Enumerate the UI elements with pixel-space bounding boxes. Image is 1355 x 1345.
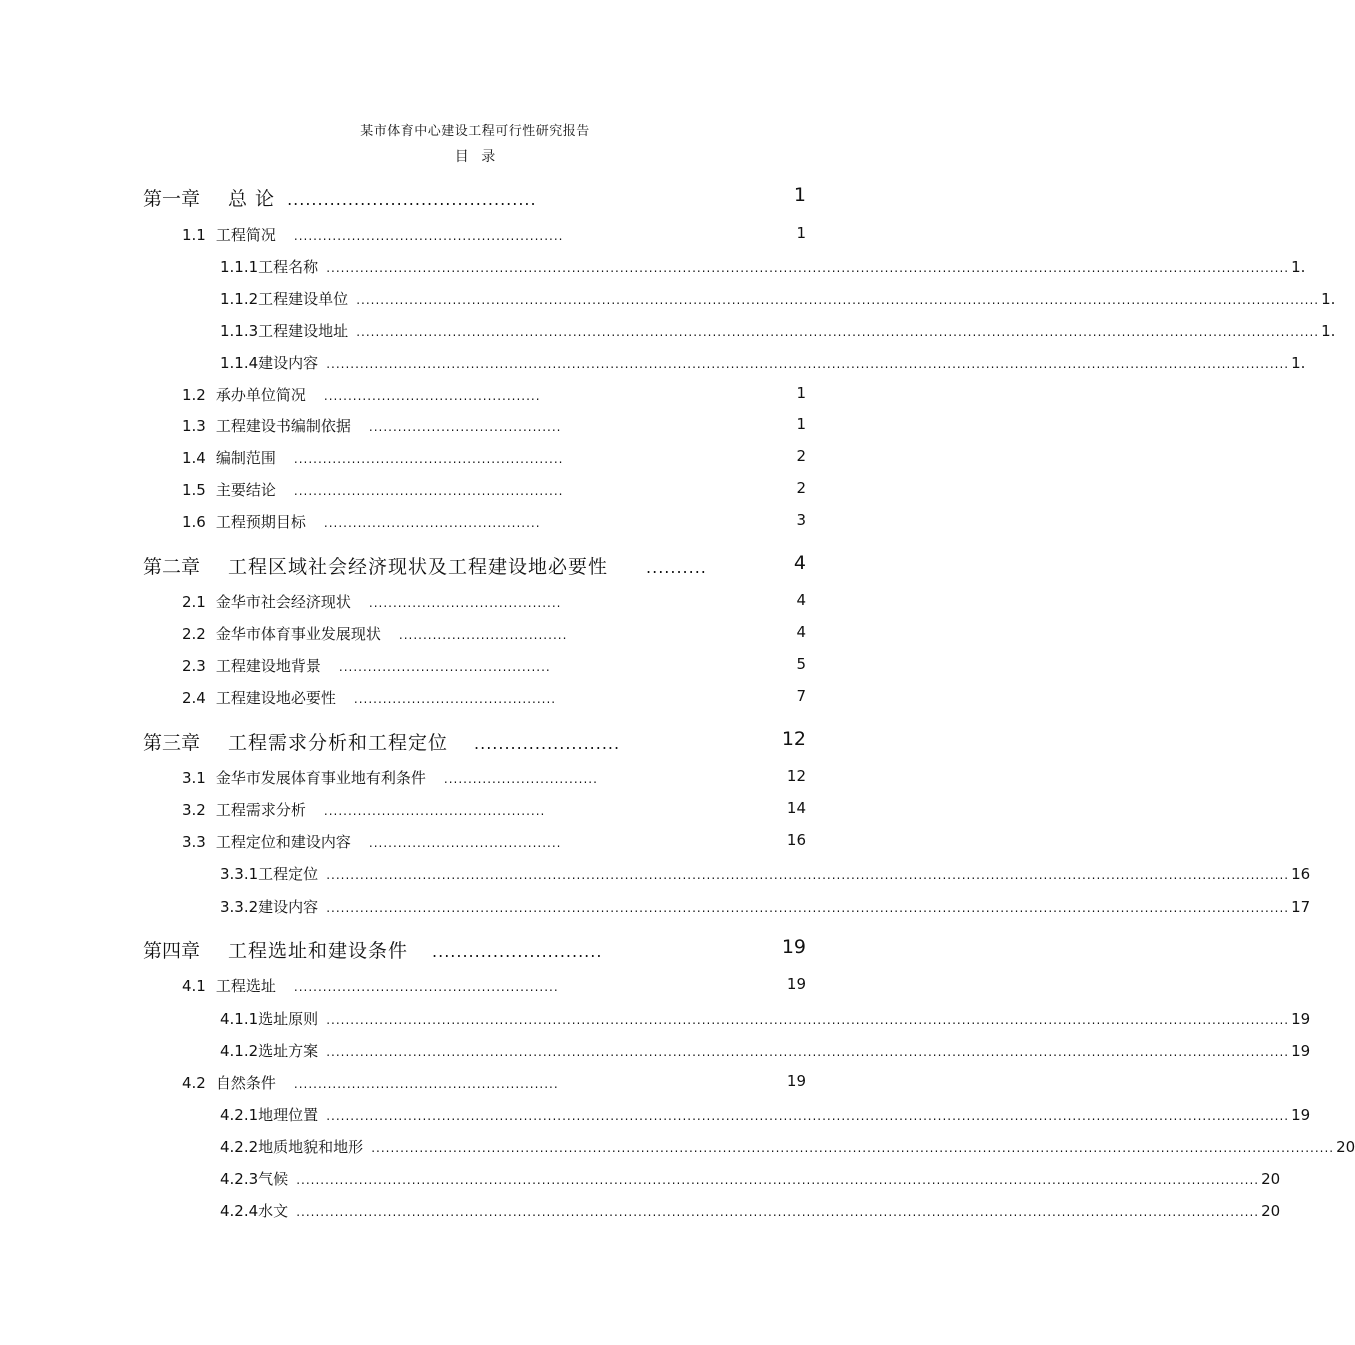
- toc-section[interactable]: [182, 1072, 806, 1096]
- toc-chapter[interactable]: [143, 184, 806, 214]
- toc-page-number: 4: [796, 623, 806, 641]
- toc-dot-leader: ........................................................................................................................................................................................................: [326, 1045, 1290, 1059]
- toc-trailing-dot: .: [1300, 354, 1306, 372]
- toc-entry-label: 地质地貌和地形: [258, 1138, 364, 1156]
- toc-entry-number: 3.1: [182, 769, 206, 787]
- toc-dot-leader: .............................................: [323, 516, 541, 530]
- toc-section[interactable]: [182, 687, 806, 711]
- toc-subsection[interactable]: [220, 896, 1311, 920]
- toc-page-number: 12: [781, 728, 806, 750]
- toc-dot-leader: ........................................................: [293, 452, 564, 466]
- toc-entry-label: 选址方案: [258, 1042, 319, 1060]
- toc-section[interactable]: [182, 799, 806, 823]
- toc-page-number: 4: [793, 552, 806, 574]
- toc-dot-leader: ........................................................................................................................................................................................................: [326, 261, 1290, 275]
- toc-heading-left: 目: [454, 149, 469, 165]
- toc-dot-leader: ........................................: [368, 836, 562, 850]
- toc-entry-number: 2.1: [182, 593, 206, 611]
- toc-entry-label: 地理位置: [258, 1106, 319, 1124]
- toc-dot-leader: ........................................................................................................................................................................................................: [326, 1109, 1290, 1123]
- toc-page-number: 16: [1291, 865, 1311, 883]
- toc-dot-leader: ..............................................: [323, 804, 546, 818]
- toc-entry-label: 建设内容: [258, 354, 319, 372]
- toc-entry-number: 1.4: [182, 449, 206, 467]
- toc-section[interactable]: [182, 975, 806, 999]
- toc-page-number: 19: [1291, 1042, 1311, 1060]
- toc-subsection[interactable]: [220, 1104, 1311, 1128]
- toc-chapter[interactable]: [143, 936, 806, 966]
- toc-page-number: 19: [1291, 1106, 1311, 1124]
- toc-entry-number: 3.3: [182, 833, 206, 851]
- toc-entry-number: 1.1.1: [220, 258, 259, 276]
- toc-trailing-dot: .: [1300, 258, 1306, 276]
- toc-page-number: 19: [1291, 1010, 1311, 1028]
- toc-dot-leader: ........................................................................................................................................................................................................: [326, 868, 1290, 882]
- toc-entry-label: 工程需求分析: [215, 801, 306, 819]
- toc-entry-number: 2.4: [182, 689, 206, 707]
- toc-entry-label: 编制范围: [215, 449, 276, 467]
- toc-trailing-dot: .: [1330, 322, 1336, 340]
- toc-entry-number: 1.1.4: [220, 354, 259, 372]
- toc-page-number: 19: [786, 1072, 806, 1090]
- toc-chapter[interactable]: [143, 728, 806, 758]
- toc-dot-leader: ............................: [432, 942, 603, 961]
- toc-dot-leader: ...................................: [398, 628, 568, 642]
- toc-entry-number: 2.3: [182, 657, 206, 675]
- toc-dot-leader: .......................................................: [293, 1077, 559, 1091]
- toc-entry-number: 4.2.4: [220, 1202, 259, 1220]
- toc-entry-number: 1.1: [182, 226, 206, 244]
- toc-page-number: 12: [786, 767, 806, 785]
- toc-section[interactable]: [182, 384, 806, 408]
- toc-page-number: 19: [781, 936, 806, 958]
- toc-subsection[interactable]: [220, 256, 1306, 280]
- toc-dot-leader: ........................................................: [293, 229, 564, 243]
- toc-entry-label: 主要结论: [215, 481, 276, 499]
- toc-entry-label: 工程预期目标: [215, 513, 306, 531]
- toc-entry-label: 水文: [258, 1202, 289, 1220]
- toc-entry-label: 工程定位: [258, 865, 319, 883]
- toc-entry-number: 4.2.2: [220, 1138, 259, 1156]
- toc-section[interactable]: [182, 623, 806, 647]
- toc-heading: [0, 146, 950, 166]
- toc-section[interactable]: [182, 591, 806, 615]
- toc-section[interactable]: [182, 511, 806, 535]
- toc-entry-label: 工程建设地背景: [215, 657, 321, 675]
- toc-entry-number: 4.1.1: [220, 1010, 259, 1028]
- toc-dot-leader: ................................: [443, 772, 598, 786]
- toc-entry-label: 工程选址: [215, 977, 276, 995]
- toc-dot-leader: ........................................................................................................................................................................................................: [371, 1141, 1335, 1155]
- toc-subsection[interactable]: [220, 1008, 1311, 1032]
- toc-section[interactable]: [182, 224, 806, 248]
- toc-subsection[interactable]: [220, 1136, 1355, 1160]
- toc-chapter[interactable]: [143, 552, 806, 582]
- toc-dot-leader: ........................................................................................................................................................................................................: [326, 1013, 1290, 1027]
- toc-section[interactable]: [182, 447, 806, 471]
- toc-subsection[interactable]: [220, 320, 1336, 344]
- toc-dot-leader: ........................................................................................................................................................................................................: [326, 901, 1290, 915]
- toc-page-number: 17: [1291, 898, 1311, 916]
- toc-dot-leader: .........................................: [287, 190, 537, 209]
- toc-dot-leader: .............................................: [323, 389, 541, 403]
- toc-dot-leader: .......................................................: [293, 980, 559, 994]
- toc-entry-label: 建设内容: [258, 898, 319, 916]
- toc-section[interactable]: [182, 655, 806, 679]
- toc-entry-number: 1.5: [182, 481, 206, 499]
- toc-dot-leader: ........................................................................................................................................................................................................: [356, 293, 1320, 307]
- toc-entry-label: 自然条件: [215, 1074, 276, 1092]
- toc-entry-number: 3.2: [182, 801, 206, 819]
- toc-dot-leader: ..........: [646, 558, 707, 577]
- toc-entry-label: 金华市体育事业发展现状: [215, 625, 381, 643]
- toc-entry-number: 3.3.2: [220, 898, 259, 916]
- toc-entry-label: 工程建设单位: [258, 290, 349, 308]
- toc-entry-number: 1.1.3: [220, 322, 259, 340]
- toc-trailing-dot: .: [1330, 290, 1336, 308]
- toc-entry-number: 1.2: [182, 386, 206, 404]
- toc-page-number: 1: [1291, 258, 1301, 276]
- toc-entry-label: 工程名称: [258, 258, 319, 276]
- toc-page-number: 1: [1291, 354, 1301, 372]
- toc-section[interactable]: [182, 479, 806, 503]
- toc-page-number: 2: [796, 447, 806, 465]
- toc-entry-number: 3.3.1: [220, 865, 259, 883]
- toc-entry-number: 4.1: [182, 977, 206, 995]
- toc-entry-number: 1.1.2: [220, 290, 259, 308]
- toc-entry-number: 4.2.3: [220, 1170, 259, 1188]
- toc-page-number: 4: [796, 591, 806, 609]
- toc-subsection[interactable]: [220, 1040, 1311, 1064]
- toc-page-number: 20: [1336, 1138, 1355, 1156]
- toc-entry-label: 选址原则: [258, 1010, 319, 1028]
- toc-page-number: 16: [786, 831, 806, 849]
- toc-entry-number: 1.6: [182, 513, 206, 531]
- toc-subsection[interactable]: [220, 863, 1311, 887]
- toc-subsection[interactable]: [220, 352, 1306, 376]
- toc-entry-number: 第一章: [143, 188, 201, 210]
- toc-subsection[interactable]: [220, 1200, 1281, 1224]
- toc-entry-label: 气候: [258, 1170, 289, 1188]
- toc-page-number: 5: [796, 655, 806, 673]
- toc-section[interactable]: [182, 415, 806, 439]
- toc-entry-label: 总 论: [228, 188, 276, 210]
- toc-entry-label: 工程区域社会经济现状及工程建设地必要性: [228, 556, 609, 578]
- toc-entry-number: 第四章: [143, 940, 201, 962]
- toc-subsection[interactable]: [220, 1168, 1281, 1192]
- toc-dot-leader: ........................................................................................................................................................................................................: [356, 325, 1320, 339]
- toc-entry-label: 工程建设地必要性: [215, 689, 336, 707]
- toc-page-number: 1: [796, 415, 806, 433]
- toc-page-number: 14: [786, 799, 806, 817]
- toc-entry-label: 金华市社会经济现状: [215, 593, 351, 611]
- toc-heading-right: 录: [481, 149, 496, 165]
- toc-section[interactable]: [182, 831, 806, 855]
- toc-subsection[interactable]: [220, 288, 1336, 312]
- toc-page-number: 1: [793, 184, 806, 206]
- toc-page-number: 20: [1261, 1170, 1281, 1188]
- toc-entry-number: 4.1.2: [220, 1042, 259, 1060]
- toc-dot-leader: ........................: [474, 734, 621, 753]
- toc-page-number: 1: [796, 224, 806, 242]
- toc-dot-leader: ........................................: [368, 420, 562, 434]
- toc-entry-label: 工程需求分析和工程定位: [228, 732, 449, 754]
- toc-dot-leader: ........................................................................................................................................................................................................: [326, 357, 1290, 371]
- toc-section[interactable]: [182, 767, 806, 791]
- toc-entry-number: 4.2: [182, 1074, 206, 1092]
- toc-page-number: 7: [796, 687, 806, 705]
- toc-entry-number: 第三章: [143, 732, 201, 754]
- document-title: 某市体育中心建设工程可行性研究报告: [360, 124, 590, 139]
- toc-entry-label: 工程建设书编制依据: [215, 417, 351, 435]
- toc-dot-leader: ........................................: [368, 596, 562, 610]
- toc-dot-leader: ..........................................: [353, 692, 557, 706]
- toc-entry-label: 工程选址和建设条件: [228, 940, 409, 962]
- toc-entry-label: 工程定位和建设内容: [215, 833, 351, 851]
- toc-dot-leader: ............................................: [338, 660, 551, 674]
- toc-entry-number: 4.2.1: [220, 1106, 259, 1124]
- toc-entry-label: 承办单位简况: [215, 386, 306, 404]
- toc-entry-label: 金华市发展体育事业地有利条件: [215, 769, 426, 787]
- toc-page-number: 1: [1321, 322, 1331, 340]
- toc-page-number: 1: [1321, 290, 1331, 308]
- toc-entry-label: 工程简况: [215, 226, 276, 244]
- toc-dot-leader: ........................................................................................................................................................................................................: [296, 1173, 1260, 1187]
- toc-page-number: 1: [796, 384, 806, 402]
- toc-entry-label: 工程建设地址: [258, 322, 349, 340]
- toc-page-number: 19: [786, 975, 806, 993]
- toc-entry-number: 第二章: [143, 556, 201, 578]
- toc-dot-leader: ........................................................................................................................................................................................................: [296, 1205, 1260, 1219]
- toc-page-number: 20: [1261, 1202, 1281, 1220]
- toc-entry-number: 1.3: [182, 417, 206, 435]
- toc-entry-number: 2.2: [182, 625, 206, 643]
- toc-page-number: 2: [796, 479, 806, 497]
- toc-dot-leader: ........................................................: [293, 484, 564, 498]
- toc-page-number: 3: [796, 511, 806, 529]
